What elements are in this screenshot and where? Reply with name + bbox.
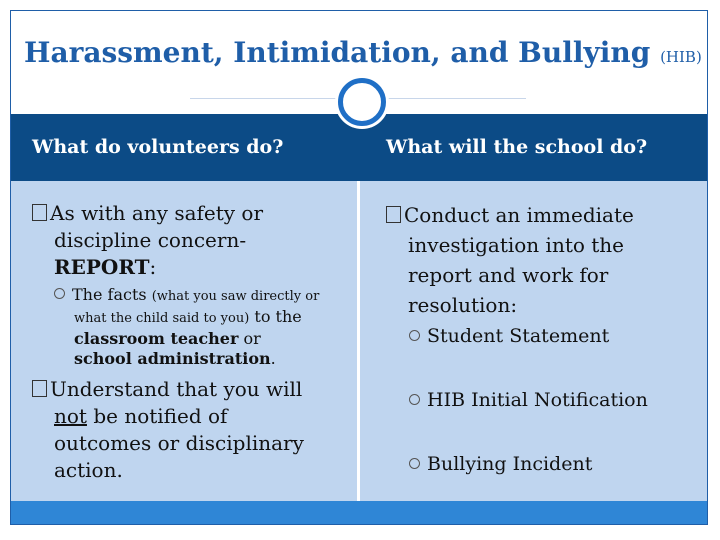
right-item-hib-notification: HIB Initial Notification	[409, 389, 648, 411]
bullet-box-icon	[386, 206, 401, 223]
left-bullet-understand: Understand that you will not be notified of outcomes or disciplinary action.	[32, 376, 342, 484]
ring-bullet-icon	[54, 288, 65, 299]
left-sub-bullet-facts: The facts (what you saw directly or what the child said to you) to the classroom teacher or school administration.	[54, 285, 344, 369]
left-column-header: What do volunteers do?	[32, 136, 284, 158]
right-bullet-conduct: Conduct an immediate investigation into the report and work for resolution:	[386, 200, 686, 320]
ring-bullet-icon	[409, 394, 420, 405]
left-bullet-report: As with any safety or discipline concern- REPORT:	[32, 200, 342, 281]
bullet-box-icon	[32, 204, 47, 221]
bullet-box-icon	[32, 380, 47, 397]
circle-ornament-icon	[338, 78, 386, 126]
ring-bullet-icon	[409, 458, 420, 469]
report-emphasis: REPORT	[54, 255, 150, 279]
title-main: Harassment, Intimidation, and Bullying	[24, 36, 651, 69]
right-item-student-statement: Student Statement	[409, 325, 609, 347]
footer-band	[11, 501, 707, 524]
slide-title	[24, 36, 702, 69]
not-emphasis: not	[54, 404, 87, 428]
right-item-bullying-incident: Bullying Incident	[409, 453, 592, 475]
ring-bullet-icon	[409, 330, 420, 341]
right-column-header: What will the school do?	[386, 136, 648, 158]
column-divider	[357, 181, 360, 501]
title-suffix: (HIB)	[660, 48, 702, 66]
